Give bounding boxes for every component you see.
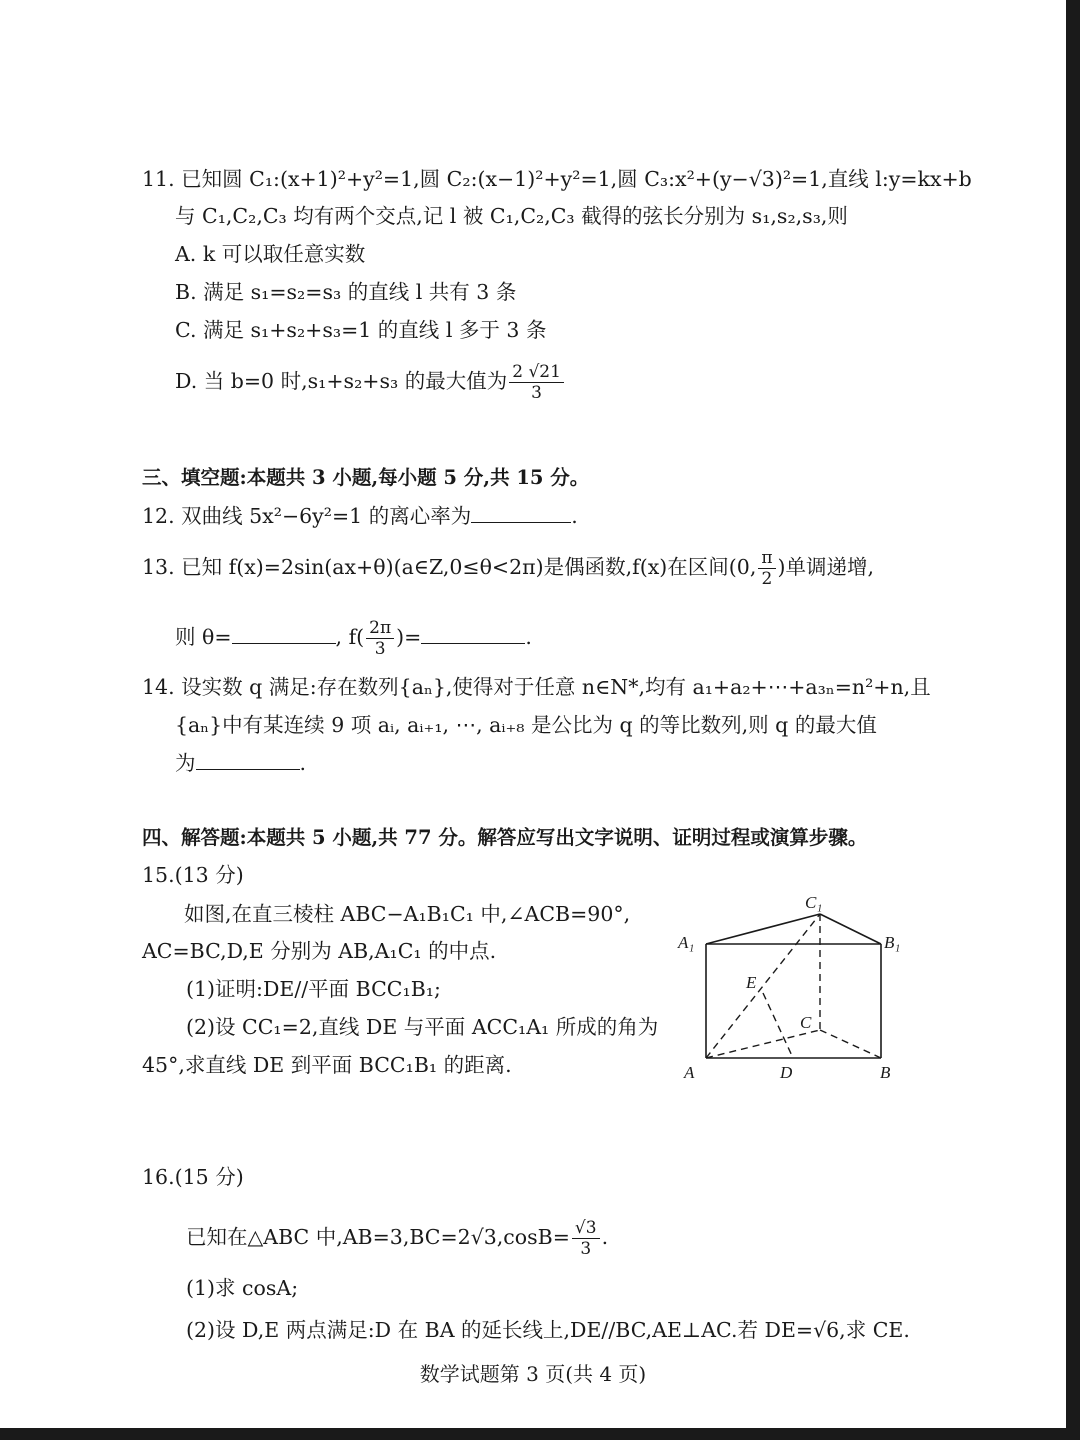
q14-text: 为 — [175, 751, 196, 775]
q13-f-value-blank[interactable] — [421, 623, 525, 644]
q12-line — [142, 502, 578, 530]
q15-part2-line1: (2)设 CC₁=2,直线 DE 与平面 ACC₁A₁ 所成的角为 — [186, 1015, 659, 1039]
q13-f-equals: )= — [396, 625, 422, 649]
edge-a1-c1 — [706, 914, 820, 944]
q15-part2-line2: 45°,求直线 DE 到平面 BCC₁B₁ 的距离. — [142, 1053, 512, 1077]
label-e: E — [746, 973, 757, 992]
q14-line3 — [175, 749, 306, 777]
label-c: C — [800, 1013, 812, 1032]
q15-header: 15.(13 分) — [142, 863, 244, 887]
fraction-numerator: 2 √21 — [509, 362, 564, 383]
q14-line2: {aₙ}中有某连续 9 项 aᵢ, aᵢ₊₁, ⋯, aᵢ₊₈ 是公比为 q 的等比数列,则 q 的最大值 — [175, 713, 877, 737]
q14-line1: 14. 设实数 q 满足:存在数列{aₙ},使得对于任意 n∈N*,均有 a₁+a₂+⋯+a₃ₙ=n²+n,且 — [142, 675, 931, 699]
fraction-denominator: 3 — [531, 383, 542, 403]
fraction-numerator: 2π — [366, 618, 394, 639]
q13-end: . — [525, 625, 532, 649]
q13-text: 13. 已知 f(x)=2sin(ax+θ)(a∈Z,0≤θ<2π)是偶函数,f(x)在区间(0, — [142, 555, 757, 579]
diagonal-a-c1-hidden — [706, 914, 820, 1058]
q11-option-c: C. 满足 s₁+s₂+s₃=1 的直线 l 多于 3 条 — [175, 318, 547, 342]
q16-text-end: . — [601, 1225, 609, 1249]
label-b: B — [880, 1063, 891, 1082]
label-b1: B₁ — [884, 933, 901, 952]
q16-line1 — [186, 1218, 608, 1259]
section4-heading: 四、解答题:本题共 5 小题,共 77 分。解答应写出文字说明、证明过程或演算步骤。 — [142, 826, 868, 849]
fraction-numerator: π — [758, 548, 775, 569]
segment-e-d-hidden — [763, 993, 793, 1058]
q12-answer-blank[interactable] — [471, 502, 571, 523]
q13-text-end: )单调递增, — [777, 555, 875, 579]
q11-stem-line1: 11. 已知圆 C₁:(x+1)²+y²=1,圆 C₂:(x−1)²+y²=1,圆 C₃:x²+(y−√3)²=1,直线 l:y=kx+b — [142, 167, 972, 191]
q14-end: . — [299, 751, 307, 775]
q13-fraction — [758, 548, 775, 589]
q15-part1: (1)证明:DE//平面 BCC₁B₁; — [186, 977, 441, 1001]
fraction-denominator: 3 — [374, 639, 386, 659]
section3-heading: 三、填空题:本题共 3 小题,每小题 5 分,共 15 分。 — [142, 466, 590, 489]
q11-option-d — [175, 362, 566, 403]
label-a: A — [684, 1063, 695, 1082]
q13-theta-label: 则 θ= — [175, 625, 232, 649]
edge-c-b-hidden — [820, 1030, 881, 1058]
label-d: D — [780, 1063, 793, 1082]
prism-figure — [670, 888, 910, 1088]
page-footer: 数学试题第 3 页(共 4 页) — [419, 1362, 647, 1386]
q16-part2: (2)设 D,E 两点满足:D 在 BA 的延长线上,DE//BC,AE⊥AC.若 DE=√6,求 CE. — [186, 1318, 910, 1342]
edge-c1-b1 — [820, 914, 881, 944]
q11-option-d-text: D. 当 b=0 时,s₁+s₂+s₃ 的最大值为 — [175, 369, 508, 393]
fraction-denominator: 3 — [580, 1239, 592, 1259]
q12-text: 12. 双曲线 5x²−6y²=1 的离心率为 — [142, 504, 472, 528]
q15-line1: 如图,在直三棱柱 ABC−A₁B₁C₁ 中,∠ACB=90°, — [184, 902, 631, 926]
q15-line2: AC=BC,D,E 分别为 AB,A₁C₁ 的中点. — [142, 939, 497, 963]
fraction-denominator: 2 — [761, 569, 773, 589]
q12-end: . — [571, 504, 578, 528]
q13-line2 — [175, 618, 532, 659]
q16-cosb-fraction — [572, 1218, 600, 1259]
q13-line1 — [142, 548, 874, 589]
q11-stem-line2: 与 C₁,C₂,C₃ 均有两个交点,记 l 被 C₁,C₂,C₃ 截得的弦长分别为 s₁,s₂,s₃,则 — [175, 204, 848, 228]
q13-f-label: , f( — [335, 625, 365, 649]
q13-fraction-2pi-3 — [366, 618, 394, 659]
edge-a-c-hidden — [706, 1030, 820, 1058]
label-a1: A₁ — [678, 933, 695, 952]
q11-option-d-fraction — [509, 362, 564, 403]
label-c1: C₁ — [805, 893, 823, 912]
q11-option-a: A. k 可以取任意实数 — [175, 242, 366, 266]
q11-option-b: B. 满足 s₁=s₂=s₃ 的直线 l 共有 3 条 — [175, 280, 517, 304]
fraction-numerator: √3 — [572, 1218, 600, 1239]
q14-answer-blank[interactable] — [196, 749, 300, 770]
q16-header: 16.(15 分) — [142, 1165, 244, 1189]
q13-theta-blank[interactable] — [232, 623, 336, 644]
q16-part1: (1)求 cosA; — [186, 1276, 299, 1300]
q16-text: 已知在△ABC 中,AB=3,BC=2√3,cosB= — [186, 1225, 570, 1249]
